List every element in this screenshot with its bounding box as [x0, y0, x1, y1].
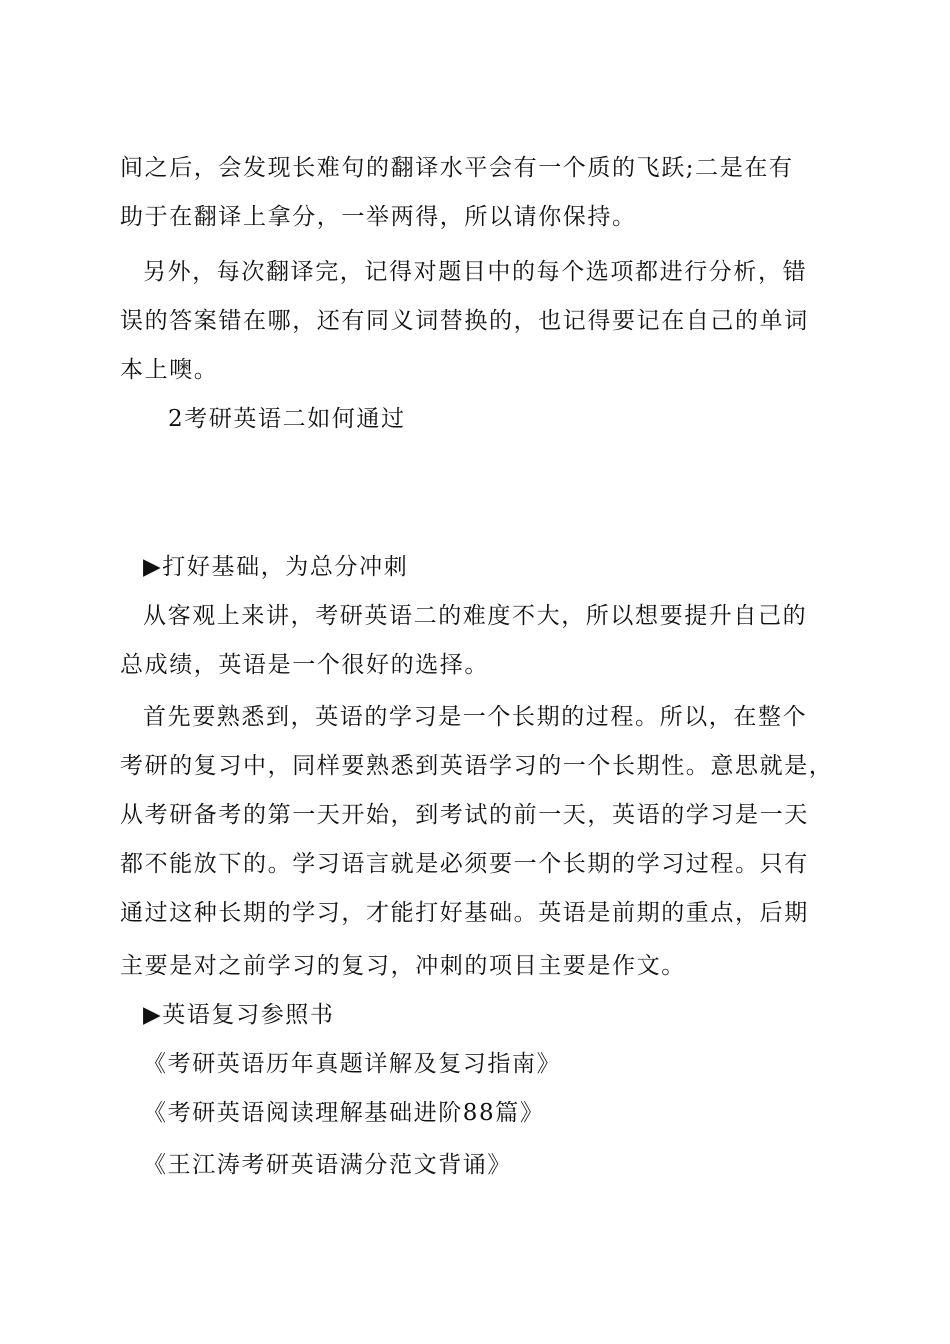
paragraph-line: 从客观上来讲，考研英语二的难度不大，所以想要提升自己的 — [143, 603, 808, 629]
section-heading: 2考研英语二如何通过 — [168, 406, 406, 432]
book-title: 《考研英语历年真题详解及复习指南》 — [143, 1051, 562, 1077]
subheading-reference-books: ▶英语复习参照书 — [143, 1002, 335, 1028]
paragraph-line: 误的答案错在哪，还有同义词替换的，也记得要记在自己的单词 — [120, 308, 809, 334]
book-title: 《考研英语阅读理解基础进阶88篇》 — [143, 1100, 545, 1126]
paragraph-line: 另外，每次翻译完，记得对题目中的每个选项都进行分析，错 — [143, 259, 808, 285]
paragraph-line: 考研的复习中，同样要熟悉到英语学习的一个长期性。意思就是， — [120, 753, 834, 779]
paragraph-line: 总成绩，英语是一个很好的选择。 — [120, 652, 489, 678]
paragraph-line: 从考研备考的第一天开始，到考试的前一天，英语的学习是一天 — [120, 802, 809, 828]
paragraph-line: 都不能放下的。学习语言就是必须要一个长期的学习过程。只有 — [120, 851, 809, 877]
paragraph-line: 间之后，会发现长难句的翻译水平会有一个质的飞跃;二是在有 — [120, 155, 794, 181]
subheading-basics: ▶打好基础，为总分冲刺 — [143, 554, 409, 580]
paragraph-line: 助于在翻译上拿分，一举两得，所以请你保持。 — [120, 204, 637, 230]
paragraph-line: 本上噢。 — [120, 357, 219, 383]
book-title: 《王江涛考研英语满分范文背诵》 — [143, 1152, 512, 1178]
paragraph-line: 主要是对之前学习的复习，冲刺的项目主要是作文。 — [120, 953, 686, 979]
paragraph-line: 通过这种长期的学习，才能打好基础。英语是前期的重点，后期 — [120, 900, 809, 926]
paragraph-line: 首先要熟悉到，英语的学习是一个长期的过程。所以，在整个 — [143, 704, 808, 730]
